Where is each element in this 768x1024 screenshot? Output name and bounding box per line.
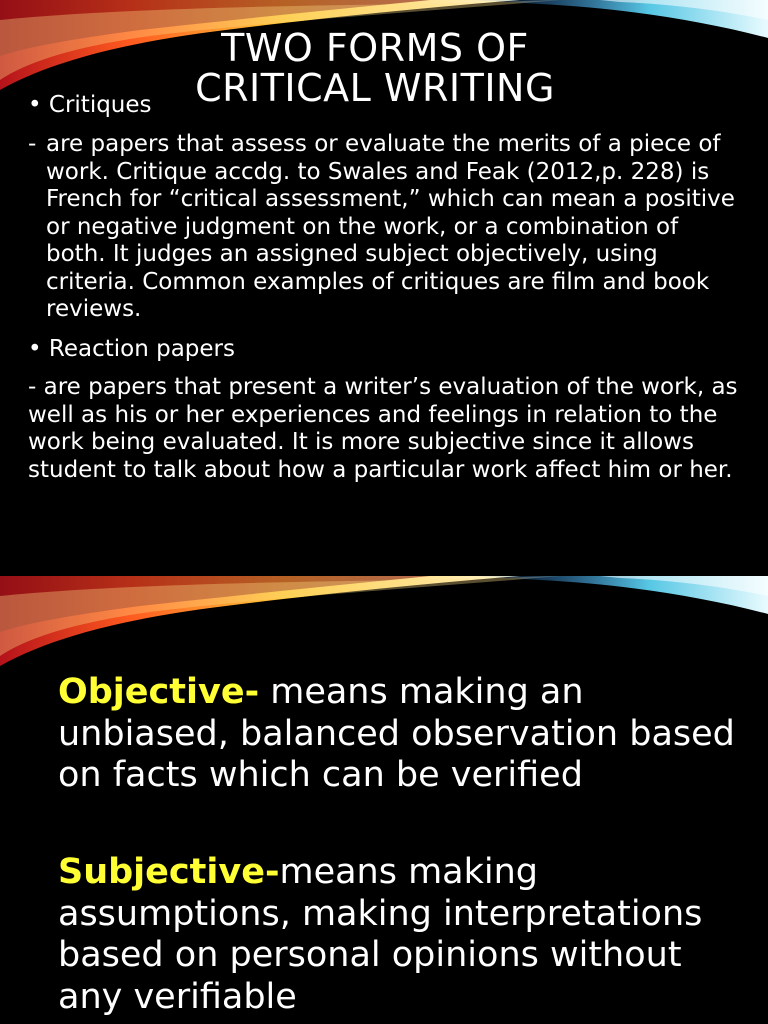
objective-definition [58,672,748,797]
subjective-definition [58,852,748,1018]
bullet-marker: • [28,336,42,362]
bullet-label-critiques: Critiques [48,92,152,118]
bullet-reaction-papers [28,336,235,363]
subjective-text: means making assumptions, making interpretations based on personal opinions without any verifiable [58,852,703,1017]
slide-title-line-2: CRITICAL WRITING [195,66,555,110]
bullet-marker: • [28,92,42,118]
bullet-label-reaction-papers: Reaction papers [48,336,235,362]
critiques-definition [28,131,738,324]
swoosh-decoration [0,576,768,686]
reaction-papers-definition: - are papers that present a writer’s evaluation of the work, as well as his or her experiences and feelings in relation to the work being evaluated. It is more subjective since it allows student to talk about how a particular work affect him or her. [28,374,738,483]
objective-text: means making an unbiased, balanced observation based on facts which can be verified [58,672,735,795]
objective-term: Objective- [58,672,260,712]
dash-marker: - [28,131,37,157]
critiques-definition-text: are papers that assess or evaluate the merits of a piece of work. Critique accdg. to Swales and Feak (2012,p. 228) is French for “critical assessment,” which can mean a positive or negative judgment on the work, or a combination of both. It judges an assigned subject objectively, using criteria. Common examples of critiques are film and book reviews. [46,131,735,322]
slide-title [150,28,600,108]
slide-title-line-1: TWO FORMS OF [221,26,529,70]
bullet-critiques [28,92,152,119]
subjective-term: Subjective- [58,852,280,892]
slide-2 [0,576,768,1024]
